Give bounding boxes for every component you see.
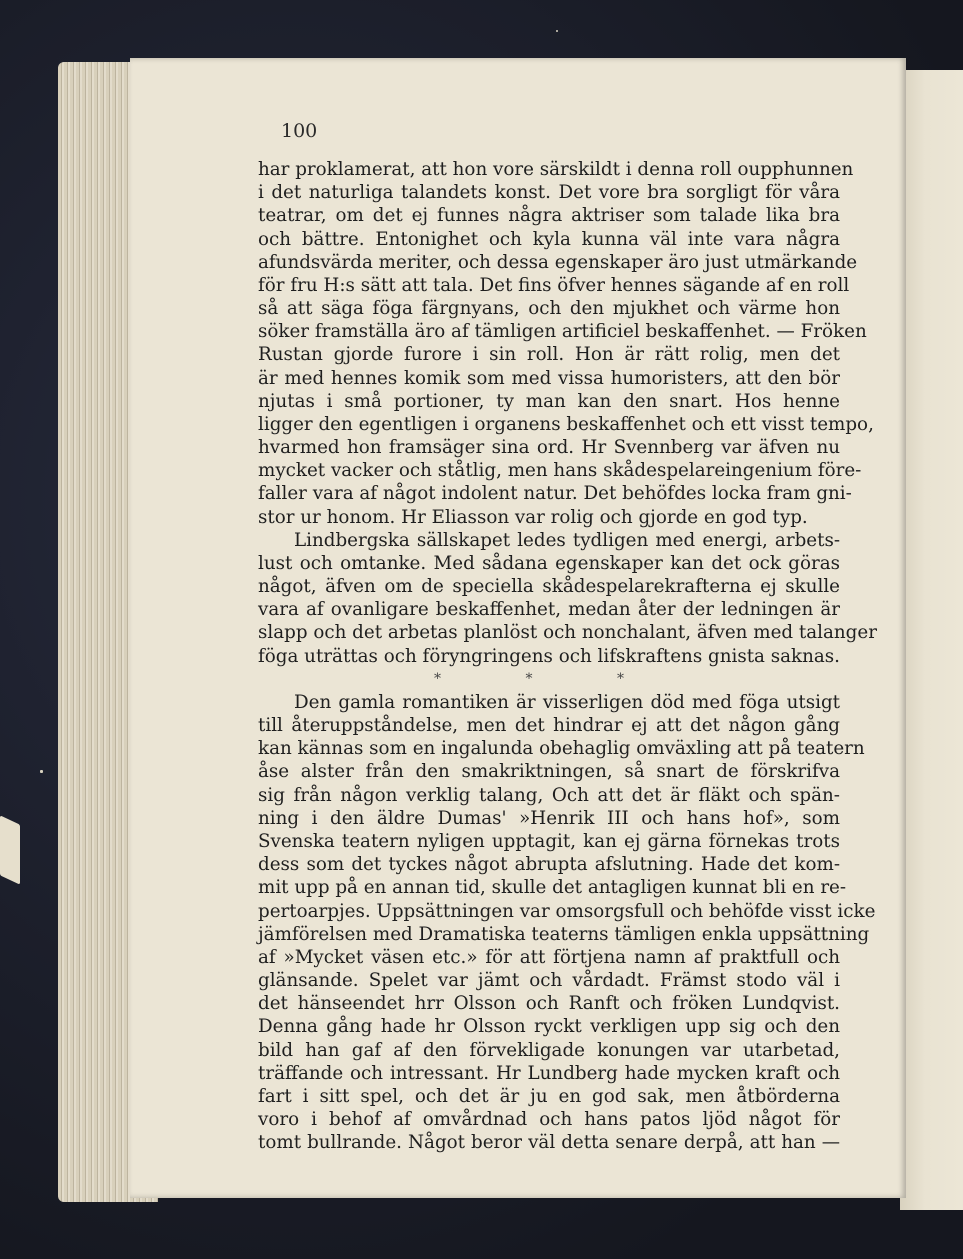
text-line: så att säga föga färgnyans, och den mjukhet och värme hon	[258, 298, 840, 320]
facing-page-edge	[900, 70, 963, 1210]
text-line: slapp och det arbetas planlöst och nonchalant, äfven med talanger	[258, 622, 877, 644]
text-line: faller vara af något indolent natur. Det behöfdes locka fram gni-	[258, 483, 852, 505]
text-line: Lindbergska sällskapet ledes tydligen med energi, arbets-	[294, 529, 840, 551]
dust-speck	[40, 770, 43, 773]
book-page	[130, 58, 906, 1198]
text-line: sig från någon verklig talang, Och att det är fläkt och spän-	[258, 784, 840, 806]
torn-paper-fragment	[0, 815, 20, 884]
text-line: något, äfven om de speciella skådespelarekrafterna ej skulle	[258, 576, 840, 598]
text-line: fart i sitt spel, och det är ju en god sak, men åtbörderna	[258, 1085, 840, 1107]
dust-speck	[556, 30, 558, 32]
text-line: Den gamla romantiken är visserligen död med föga utsigt	[294, 691, 840, 713]
page-number: 100	[281, 120, 318, 142]
text-line: söker framställa äro af tämligen artificiel beskaffenhet. — Fröken	[258, 321, 867, 343]
text-line: teatrar, om det ej funnes några aktriser som talade lika bra	[258, 205, 840, 227]
text-line: voro i behof af omvårdnad och hans patos ljöd något för	[258, 1109, 840, 1131]
text-line: glänsande. Spelet var jämt och vårdadt. Främst stodo väl i	[258, 970, 840, 992]
text-line: åse alster från den smakriktningen, så snart de förskrifva	[258, 761, 840, 783]
text-line: för fru H:s sätt att tala. Det fins öfver hennes sägande af en roll	[258, 274, 850, 296]
text-line: är med hennes komik som med vissa humoristers, att den bör	[258, 367, 840, 389]
text-line: mycket vacker och ståtlig, men hans skådespelareingenium före-	[258, 460, 862, 482]
text-line: Svenska teatern nyligen upptagit, kan ej gärna förnekas trots	[258, 830, 840, 852]
text-line: stor ur honom. Hr Eliasson var rolig och gjorde en god typ.	[258, 506, 808, 528]
section-divider: * * *	[434, 670, 664, 687]
text-line: bild han gaf af den förvekligade konungen var utarbetad,	[258, 1039, 840, 1061]
paragraph-group-1	[258, 158, 877, 668]
text-line: af »Mycket väsen etc.» för att förtjena namn af praktfull och	[258, 946, 840, 968]
text-line: kan kännas som en ingalunda obehaglig omväxling att på teatern	[258, 738, 865, 760]
text-line: ning i den äldre Dumas' »Henrik III och hans hof», som	[258, 807, 840, 829]
text-line: Rustan gjorde furore i sin roll. Hon är rätt rolig, men det	[258, 344, 840, 366]
text-line: föga uträttas och föryngringens och lifskraftens gnista saknas.	[258, 645, 840, 667]
text-line: träffande och intressant. Hr Lundberg hade mycken kraft och	[258, 1062, 840, 1084]
text-line: ligger den egentligen i organens beskaffenhet och ett visst tempo,	[258, 413, 874, 435]
text-line: vara af ovanligare beskaffenhet, medan åter der ledningen är	[258, 599, 840, 621]
text-line: lust och omtanke. Med sådana egenskaper kan det ock göras	[258, 552, 840, 574]
text-line: mit upp på en annan tid, skulle det antagligen kunnat bli en re-	[258, 877, 847, 899]
text-line: det hänseendet hrr Olsson och Ranft och fröken Lundqvist.	[258, 993, 840, 1015]
text-line: njutas i små portioner, ty man kan den snart. Hos henne	[258, 390, 840, 412]
text-line: i det naturliga talandets konst. Det vore bra sorgligt för våra	[258, 182, 840, 204]
text-line: afundsvärda meriter, och dessa egenskaper äro just utmärkande	[258, 251, 858, 273]
text-line: har proklamerat, att hon vore särskildt i denna roll oupphunnen	[258, 159, 854, 180]
text-line: till återuppståndelse, men det hindrar ej att det någon gång	[258, 715, 840, 737]
text-line: jämförelsen med Dramatiska teaterns tämligen enkla uppsättning	[258, 923, 870, 945]
text-line: pertoarpjes. Uppsättningen var omsorgsfull och behöfde visst icke	[258, 900, 876, 922]
body-text	[258, 158, 877, 1154]
text-line: tomt bullrande. Något beror väl detta senare derpå, att han —	[258, 1132, 840, 1154]
text-line: hvarmed hon framsäger sina ord. Hr Svennberg var äfven nu	[258, 437, 840, 459]
text-line: och bättre. Entonighet och kyla kunna väl inte vara några	[258, 228, 840, 250]
text-line: dess som det tyckes något abrupta afslutning. Hade det kom-	[258, 854, 840, 876]
paragraph-group-2	[258, 691, 876, 1154]
text-line: Denna gång hade hr Olsson ryckt verkligen upp sig och den	[258, 1016, 840, 1038]
